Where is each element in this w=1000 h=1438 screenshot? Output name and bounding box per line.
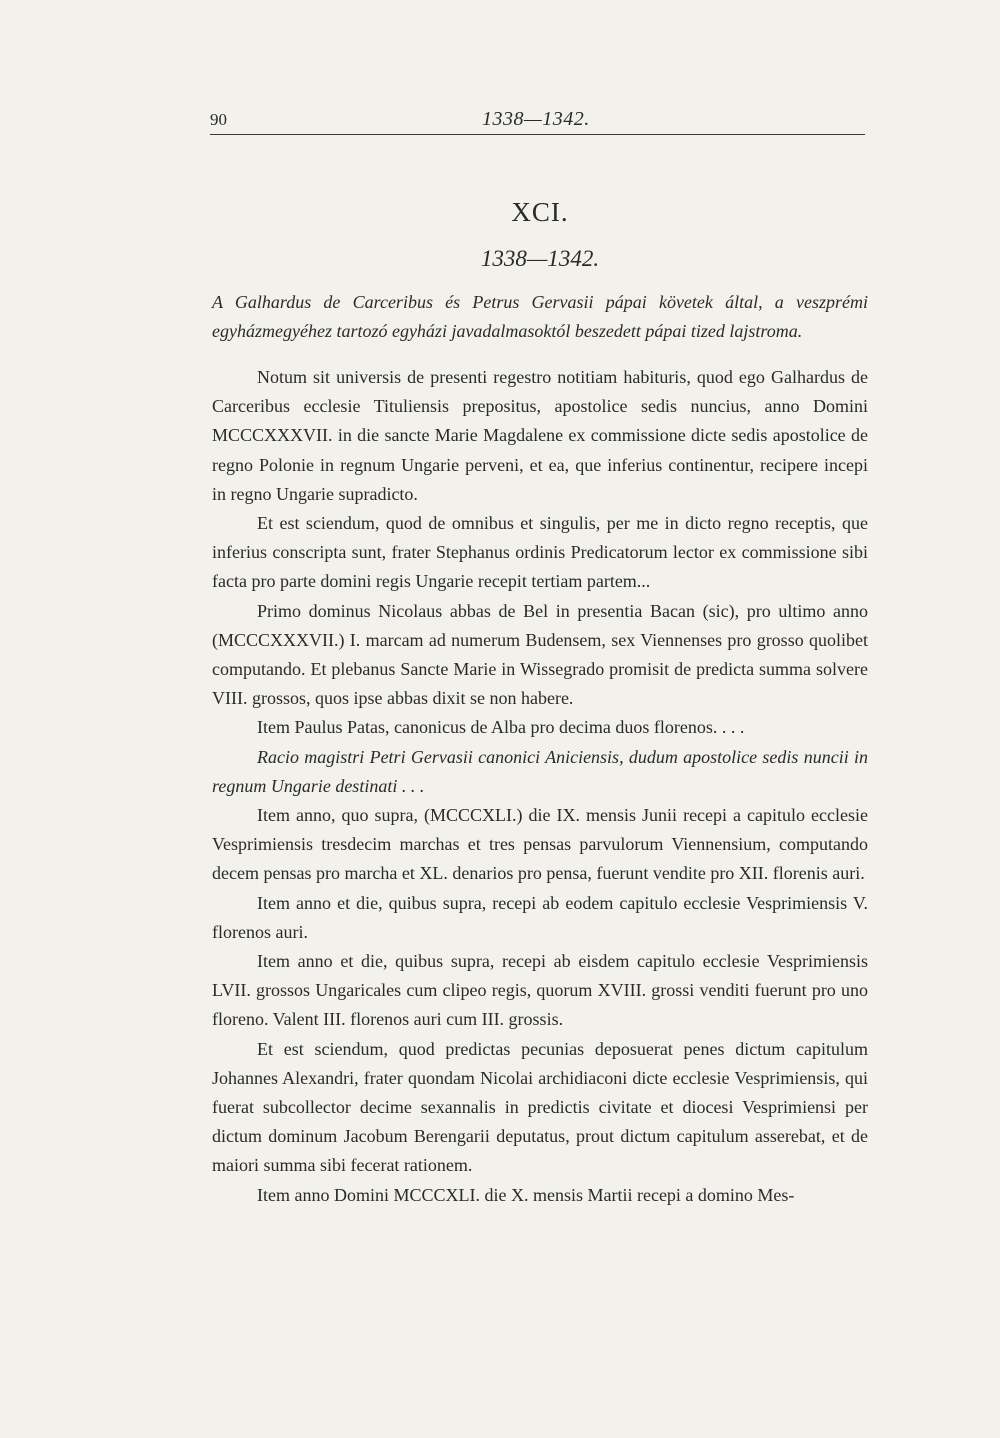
paragraph-italic-heading: Racio magistri Petri Gervasii canonici Aniciensis, dudum apostolice sedis nuncii in regnum Ungarie destinati . . . — [212, 746, 868, 796]
paragraph: Item anno et die, quibus supra, recepi ab eodem capitulo ecclesie Vesprimiensis V. florenos auri. — [212, 892, 868, 942]
paragraph: Item anno et die, quibus supra, recepi ab eisdem capitulo ecclesie Vesprimiensis LVII. grossos Ungaricales cum clipeo regis, quorum XVIII. grossi venditi fuerunt pro uno floreno. Valent III. florenos auri cum III. grossis. — [212, 951, 868, 1030]
paragraph: Item Paulus Patas, canonicus de Alba pro decima duos florenos. . . . — [257, 717, 745, 738]
paragraph: Et est sciendum, quod de omnibus et singulis, per me in dicto regno receptis, que inferius conscripta sunt, frater Stephanus ordinis Predicatorum lector ex commissione sibi facta pro parte domini regis Ungarie recepit tertiam partem... — [212, 513, 868, 592]
paragraph: Et est sciendum, quod predictas pecunias deposuerat penes dictum capitulum Johannes Alexandri, frater quondam Nicolai archidiaconi dicte ecclesie Vesprimiensis, qui fuerat subcollector decime sexannalis in predictis civitate et diocesi Vesprimiensi per dictum dominum Jacobum Berengarii deputatus, prout dictum capitulum asserebat, et de maiori summa sibi fecerat rationem. — [212, 1038, 868, 1176]
running-title: 1338—1342. — [482, 108, 590, 130]
paragraph: Primo dominus Nicolaus abbas de Bel in presentia Bacan (sic), pro ultimo anno (MCCCXXXVII.) I. marcam ad numerum Budensem, sex Viennenses pro grosso quolibet computando. Et plebanus Sancte Marie in Wissegrado promisit de predicta summa solvere VIII. grossos, quos ipse abbas dixit se non habere. — [212, 600, 868, 709]
paragraph: Notum sit universis de presenti regestro notitiam habituris, quod ego Galhardus de Carceribus ecclesie Tituliensis prepositus, apostolice sedis nuncius, anno Domini MCCCXXXVII. in die sancte Marie Magdalene ex commissione dicte sedis apostolice de regno Polonie in regnum Ungarie perveni, et ea, que inferius continentur, recipere incepi in regno Ungarie supradicto. — [212, 367, 868, 504]
page-number: 90 — [210, 110, 227, 129]
document-date: 1338—1342. — [480, 246, 600, 271]
document-summary: A Galhardus de Carceribus és Petrus Gervasii pápai követek által, a veszprémi egyházmegyéhez tartozó egyházi javadalmasoktól beszedett pápai tized lajstroma. — [212, 292, 868, 341]
running-head — [210, 108, 865, 135]
document-body — [212, 363, 868, 1210]
paragraph: Item anno Domini MCCCXLI. die X. mensis Martii recepi a domino Mes- — [257, 1184, 795, 1205]
document-number: XCI. — [511, 197, 569, 227]
paragraph: Item anno, quo supra, (MCCCXLI.) die IX. mensis Junii recepi a capitulo ecclesie Vesprimiensis tresdecim marchas et tres pensas parvulorum Viennensium, computando decem pensas pro marcha et XL. denarios pro pensa, fuerunt vendite pro XII. florenis auri. — [212, 805, 868, 884]
